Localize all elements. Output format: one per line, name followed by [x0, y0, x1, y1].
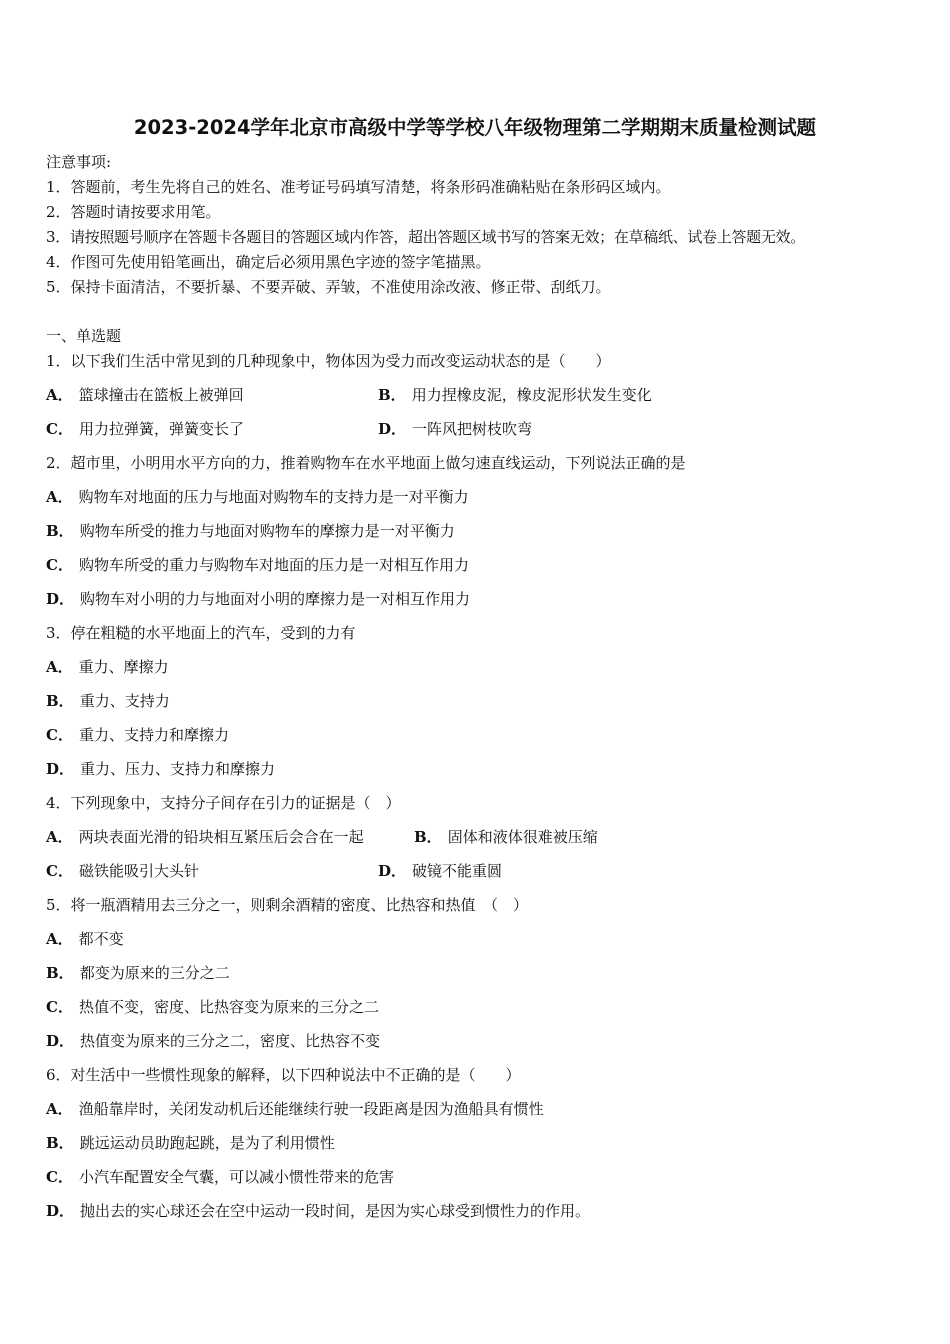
- option-label: A．: [46, 658, 73, 676]
- option-text: 用力捏橡皮泥，橡皮泥形状发生变化: [411, 386, 652, 404]
- option: [414, 827, 598, 847]
- option: [46, 963, 230, 983]
- notice-item: 5．保持卡面清洁，不要折暴、不要弄破、弄皱，不准使用涂改液、修正带、刮纸刀。: [46, 278, 611, 296]
- option-label: D．: [46, 760, 75, 778]
- option-label: C．: [46, 1168, 73, 1186]
- question-stem: 6．对生活中一些惯性现象的解释，以下四种说法中不正确的是（ ）: [46, 1066, 521, 1084]
- option-text: 都不变: [78, 930, 124, 948]
- option: [46, 589, 470, 609]
- option-text: 都变为原来的三分之二: [79, 964, 230, 982]
- option-text: 两块表面光滑的铅块相互紧压后会合在一起: [78, 828, 364, 846]
- option-label: D．: [46, 1032, 75, 1050]
- option: [46, 1031, 380, 1051]
- option-text: 购物车对小明的力与地面对小明的摩擦力是一对相互作用力: [80, 590, 471, 608]
- option-label: D．: [378, 420, 407, 438]
- option-label: C．: [46, 998, 73, 1016]
- option: [378, 419, 532, 439]
- option: [46, 555, 469, 575]
- option-text: 重力、支持力: [79, 692, 170, 710]
- option-text: 用力拉弹簧，弹簧变长了: [78, 420, 244, 438]
- option-label: B．: [46, 1134, 74, 1152]
- option-label: A．: [46, 386, 73, 404]
- option: [46, 1167, 394, 1187]
- option-label: B．: [378, 386, 406, 404]
- option-label: C．: [46, 726, 73, 744]
- option-text: 购物车对地面的压力与地面对购物车的支持力是一对平衡力: [78, 488, 469, 506]
- option-label: A．: [46, 488, 73, 506]
- option-text: 购物车所受的重力与购物车对地面的压力是一对相互作用力: [78, 556, 469, 574]
- option: [46, 997, 379, 1017]
- option-label: B．: [46, 522, 74, 540]
- question-stem: 1．以下我们生活中常见到的几种现象中，物体因为受力而改变运动状态的是（ ）: [46, 352, 611, 370]
- option-text: 跳远运动员助跑起跳，是为了利用惯性: [79, 1134, 335, 1152]
- option: [378, 385, 652, 405]
- option: [46, 691, 170, 711]
- option: [46, 827, 364, 847]
- option: [46, 487, 469, 507]
- option-label: D．: [378, 862, 407, 880]
- option: [378, 861, 502, 881]
- option-text: 热值不变，密度、比热容变为原来的三分之二: [78, 998, 379, 1016]
- option-label: C．: [46, 420, 73, 438]
- notice-item: 1．答题前，考生先将自己的姓名、准考证号码填写清楚，将条形码准确粘贴在条形码区域内。: [46, 178, 671, 196]
- option-text: 破镜不能重圆: [412, 862, 503, 880]
- option-label: B．: [46, 692, 74, 710]
- notice-item: 3．请按照题号顺序在答题卡各题目的答题区域内作答，超出答题区域书写的答案无效；在草稿纸、试卷上答题无效。: [46, 228, 805, 246]
- notice-heading: 注意事项:: [46, 153, 112, 171]
- option-label: A．: [46, 930, 73, 948]
- option-text: 磁铁能吸引大头针: [78, 862, 199, 880]
- option: [46, 385, 244, 405]
- option-text: 抛出去的实心球还会在空中运动一段时间，是因为实心球受到惯性力的作用。: [80, 1202, 591, 1220]
- option: [46, 929, 124, 949]
- option-text: 小汽车配置安全气囊，可以减小惯性带来的危害: [78, 1168, 394, 1186]
- option-text: 一阵风把树枝吹弯: [412, 420, 533, 438]
- option: [46, 1099, 544, 1119]
- option: [46, 657, 169, 677]
- question-stem: 3．停在粗糙的水平地面上的汽车，受到的力有: [46, 624, 356, 642]
- option-label: A．: [46, 1100, 73, 1118]
- option-label: D．: [46, 590, 75, 608]
- option: [46, 861, 199, 881]
- option-text: 重力、摩擦力: [78, 658, 169, 676]
- option-text: 固体和液体很难被压缩: [447, 828, 598, 846]
- option-text: 篮球撞击在篮板上被弹回: [78, 386, 244, 404]
- notice-item: 4．作图可先使用铅笔画出，确定后必须用黑色字迹的签字笔描黑。: [46, 253, 491, 271]
- option: [46, 759, 275, 779]
- option: [46, 725, 229, 745]
- question-stem: 2．超市里，小明用水平方向的力，推着购物车在水平地面上做匀速直线运动，下列说法正确的是: [46, 454, 686, 472]
- section-heading: 一、单选题: [46, 327, 122, 345]
- option-label: B．: [46, 964, 74, 982]
- notice-item: 2．答题时请按要求用笔。: [46, 203, 221, 221]
- option-text: 重力、压力、支持力和摩擦力: [80, 760, 276, 778]
- option-label: B．: [414, 828, 442, 846]
- exam-title: 2023-2024学年北京市高级中学等学校八年级物理第二学期期末质量检测试题: [133, 116, 817, 139]
- question-stem: 5．将一瓶酒精用去三分之一，则剩余酒精的密度、比热容和热值 （ ）: [46, 896, 529, 914]
- option: [46, 1201, 590, 1221]
- option: [46, 1133, 335, 1153]
- question-stem: 4．下列现象中，支持分子间存在引力的证据是（ ）: [46, 794, 401, 812]
- option-label: C．: [46, 556, 73, 574]
- option-label: A．: [46, 828, 73, 846]
- option: [46, 419, 244, 439]
- option-label: C．: [46, 862, 73, 880]
- option-text: 热值变为原来的三分之二，密度、比热容不变: [80, 1032, 381, 1050]
- option-text: 购物车所受的推力与地面对购物车的摩擦力是一对平衡力: [79, 522, 455, 540]
- option: [46, 521, 455, 541]
- option-text: 重力、支持力和摩擦力: [78, 726, 229, 744]
- option-label: D．: [46, 1202, 75, 1220]
- option-text: 渔船靠岸时，关闭发动机后还能继续行驶一段距离是因为渔船具有惯性: [78, 1100, 544, 1118]
